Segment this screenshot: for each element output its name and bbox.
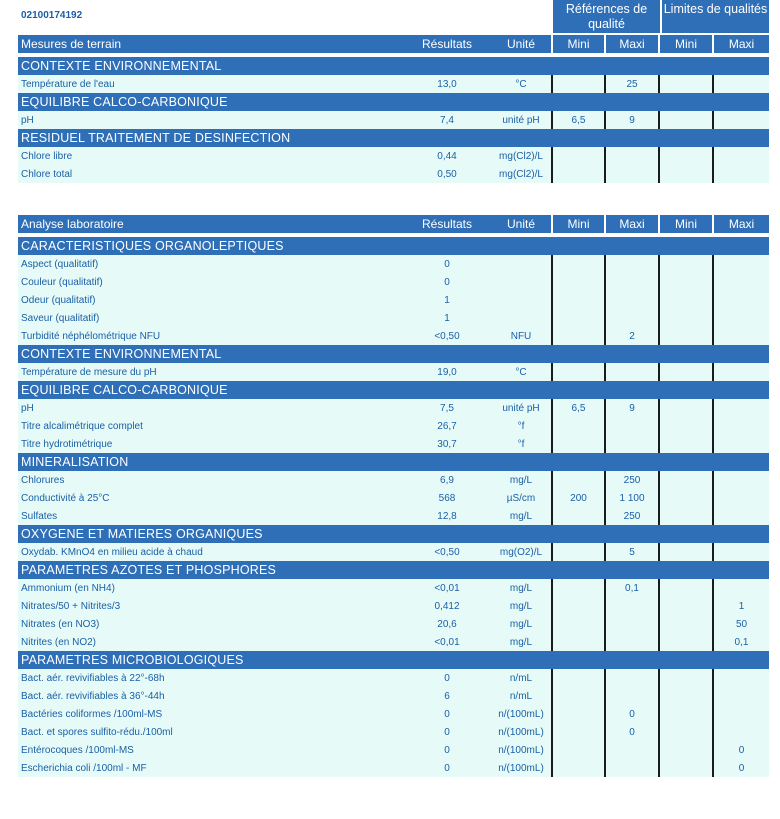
- param-label: Titre hydrotimétrique: [18, 435, 403, 453]
- lim-min-cell: [659, 489, 713, 507]
- param-label: Bact. aér. revivifiables à 22°-68h: [18, 669, 403, 687]
- param-label: Aspect (qualitatif): [18, 255, 403, 273]
- lim-min-cell: [659, 309, 713, 327]
- table-row: [18, 615, 769, 633]
- result-cell: 12,8: [403, 507, 491, 525]
- unit-cell: mg/L: [491, 597, 552, 615]
- param-label: Bactéries coliformes /100ml-MS: [18, 705, 403, 723]
- lim-min-cell: [659, 741, 713, 759]
- result-cell: 0: [403, 255, 491, 273]
- table-header-row: [18, 35, 769, 53]
- param-label: Escherichia coli /100ml - MF: [18, 759, 403, 777]
- param-label: Chlore total: [18, 165, 403, 183]
- ref-max-cell: [605, 741, 659, 759]
- result-cell: <0,01: [403, 579, 491, 597]
- ref-min-cell: [552, 255, 605, 273]
- table-row: [18, 543, 769, 561]
- ref-max-cell: [605, 147, 659, 165]
- lim-min-cell: [659, 147, 713, 165]
- result-cell: 0,44: [403, 147, 491, 165]
- references-qualite-header: Références de qualité: [553, 0, 660, 33]
- param-label: Oxydab. KMnO4 en milieu acide à chaud: [18, 543, 403, 561]
- result-cell: 0: [403, 273, 491, 291]
- table-row: [18, 759, 769, 777]
- ref-min-cell: [552, 309, 605, 327]
- unit-cell: mg/L: [491, 471, 552, 489]
- param-label: Couleur (qualitatif): [18, 273, 403, 291]
- unit-cell: mg(Cl2)/L: [491, 165, 552, 183]
- lim-min-cell: [659, 471, 713, 489]
- param-label: Bact. et spores sulfito-rédu./100ml: [18, 723, 403, 741]
- lim-min-cell: [659, 399, 713, 417]
- lim-max-cell: [713, 75, 769, 93]
- table-row: [18, 705, 769, 723]
- param-label: pH: [18, 399, 403, 417]
- lim-min-cell: [659, 435, 713, 453]
- table-row: [18, 579, 769, 597]
- result-cell: 1: [403, 291, 491, 309]
- lim-max-cell: [713, 579, 769, 597]
- header-ref-maxi: Maxi: [605, 35, 659, 53]
- lim-min-cell: [659, 615, 713, 633]
- ref-max-cell: [605, 363, 659, 381]
- result-cell: 0: [403, 741, 491, 759]
- lim-max-cell: [713, 255, 769, 273]
- result-cell: 20,6: [403, 615, 491, 633]
- table-row: [18, 111, 769, 129]
- ref-min-cell: 6,5: [552, 399, 605, 417]
- result-cell: 19,0: [403, 363, 491, 381]
- table-row: [18, 723, 769, 741]
- result-cell: 6: [403, 687, 491, 705]
- lim-max-cell: 50: [713, 615, 769, 633]
- ref-max-cell: 2: [605, 327, 659, 345]
- unit-cell: n/(100mL): [491, 723, 552, 741]
- lim-max-cell: [713, 417, 769, 435]
- result-cell: 1: [403, 309, 491, 327]
- lim-min-cell: [659, 597, 713, 615]
- ref-min-cell: [552, 75, 605, 93]
- table-row: [18, 363, 769, 381]
- lim-max-cell: [713, 705, 769, 723]
- unit-cell: mg(O2)/L: [491, 543, 552, 561]
- ref-min-cell: [552, 633, 605, 651]
- header-ref-mini: Mini: [552, 215, 605, 233]
- lim-min-cell: [659, 75, 713, 93]
- result-cell: 0: [403, 759, 491, 777]
- param-label: Chlorures: [18, 471, 403, 489]
- unit-cell: °C: [491, 75, 552, 93]
- lim-max-cell: [713, 723, 769, 741]
- lim-min-cell: [659, 255, 713, 273]
- lim-max-cell: [713, 399, 769, 417]
- ref-max-cell: 0: [605, 705, 659, 723]
- header-lim-maxi: Maxi: [713, 215, 769, 233]
- param-label: Ammonium (en NH4): [18, 579, 403, 597]
- header-lim-mini: Mini: [659, 215, 713, 233]
- result-cell: <0,01: [403, 633, 491, 651]
- lim-min-cell: [659, 579, 713, 597]
- ref-min-cell: [552, 597, 605, 615]
- ref-min-cell: [552, 687, 605, 705]
- lim-min-cell: [659, 759, 713, 777]
- lim-max-cell: [713, 471, 769, 489]
- section-header: CONTEXTE ENVIRONNEMENTAL: [18, 57, 769, 75]
- section-header: OXYGENE ET MATIERES ORGANIQUES: [18, 525, 769, 543]
- ref-min-cell: 200: [552, 489, 605, 507]
- ref-min-cell: [552, 273, 605, 291]
- ref-max-cell: 250: [605, 507, 659, 525]
- table-row: [18, 471, 769, 489]
- ref-max-cell: [605, 165, 659, 183]
- lim-min-cell: [659, 705, 713, 723]
- lim-min-cell: [659, 165, 713, 183]
- unit-cell: n/mL: [491, 687, 552, 705]
- section-header: CARACTERISTIQUES ORGANOLEPTIQUES: [18, 237, 769, 255]
- table-row: [18, 489, 769, 507]
- lim-max-cell: [713, 435, 769, 453]
- unit-cell: NFU: [491, 327, 552, 345]
- param-label: Titre alcalimétrique complet: [18, 417, 403, 435]
- result-cell: 7,5: [403, 399, 491, 417]
- lim-max-cell: [713, 489, 769, 507]
- ref-max-cell: [605, 273, 659, 291]
- table-row: [18, 147, 769, 165]
- lim-max-cell: [713, 309, 769, 327]
- table-row: [18, 633, 769, 651]
- unit-cell: n/(100mL): [491, 741, 552, 759]
- unit-cell: mg/L: [491, 633, 552, 651]
- header-ref-mini: Mini: [552, 35, 605, 53]
- ref-min-cell: [552, 417, 605, 435]
- unit-cell: unité pH: [491, 399, 552, 417]
- lim-max-cell: [713, 669, 769, 687]
- lim-min-cell: [659, 507, 713, 525]
- param-label: Entérocoques /100ml-MS: [18, 741, 403, 759]
- result-cell: <0,50: [403, 327, 491, 345]
- lim-max-cell: [713, 291, 769, 309]
- lim-max-cell: [713, 327, 769, 345]
- ref-max-cell: [605, 309, 659, 327]
- table-title: Analyse laboratoire: [18, 215, 403, 233]
- table-row: [18, 75, 769, 93]
- limites-qualites-header: Limites de qualités: [662, 0, 769, 33]
- result-cell: 30,7: [403, 435, 491, 453]
- section-header: CONTEXTE ENVIRONNEMENTAL: [18, 345, 769, 363]
- param-label: Conductivité à 25°C: [18, 489, 403, 507]
- unit-cell: mg/L: [491, 615, 552, 633]
- table-row: [18, 507, 769, 525]
- ref-min-cell: [552, 543, 605, 561]
- header-resultats: Résultats: [403, 215, 491, 233]
- lim-max-cell: [713, 363, 769, 381]
- ref-min-cell: [552, 165, 605, 183]
- ref-min-cell: [552, 705, 605, 723]
- lab-analysis-table: [18, 215, 769, 777]
- lim-min-cell: [659, 327, 713, 345]
- table-row: [18, 165, 769, 183]
- param-label: pH: [18, 111, 403, 129]
- result-cell: 13,0: [403, 75, 491, 93]
- table-row: [18, 273, 769, 291]
- lim-min-cell: [659, 363, 713, 381]
- lim-min-cell: [659, 291, 713, 309]
- unit-cell: n/(100mL): [491, 705, 552, 723]
- section-header: RESIDUEL TRAITEMENT DE DESINFECTION: [18, 129, 769, 147]
- header-unite: Unité: [491, 35, 552, 53]
- table-row: [18, 399, 769, 417]
- param-label: Bact. aér. revivifiables à 36°-44h: [18, 687, 403, 705]
- result-cell: 0: [403, 723, 491, 741]
- field-measurements-table: [18, 35, 769, 183]
- ref-max-cell: [605, 615, 659, 633]
- unit-cell: [491, 291, 552, 309]
- lim-max-cell: [713, 273, 769, 291]
- ref-max-cell: [605, 255, 659, 273]
- ref-min-cell: [552, 435, 605, 453]
- table-row: [18, 417, 769, 435]
- ref-max-cell: [605, 435, 659, 453]
- ref-max-cell: [605, 597, 659, 615]
- section-header: MINERALISATION: [18, 453, 769, 471]
- ref-min-cell: [552, 741, 605, 759]
- ref-max-cell: 1 100: [605, 489, 659, 507]
- header-resultats: Résultats: [403, 35, 491, 53]
- lim-min-cell: [659, 111, 713, 129]
- param-label: Nitrates/50 + Nitrites/3: [18, 597, 403, 615]
- unit-cell: mg/L: [491, 507, 552, 525]
- unit-cell: mg(Cl2)/L: [491, 147, 552, 165]
- section-header: EQUILIBRE CALCO-CARBONIQUE: [18, 381, 769, 399]
- param-label: Odeur (qualitatif): [18, 291, 403, 309]
- ref-min-cell: [552, 471, 605, 489]
- ref-max-cell: [605, 687, 659, 705]
- table-row: [18, 687, 769, 705]
- ref-max-cell: [605, 291, 659, 309]
- table-row: [18, 597, 769, 615]
- param-label: Chlore libre: [18, 147, 403, 165]
- lim-max-cell: [713, 543, 769, 561]
- unit-cell: [491, 273, 552, 291]
- table-title: Mesures de terrain: [18, 35, 403, 53]
- unit-cell: °f: [491, 417, 552, 435]
- unit-cell: mg/L: [491, 579, 552, 597]
- section-header: EQUILIBRE CALCO-CARBONIQUE: [18, 93, 769, 111]
- ref-max-cell: [605, 669, 659, 687]
- ref-max-cell: [605, 633, 659, 651]
- result-cell: 0: [403, 669, 491, 687]
- result-cell: 0: [403, 705, 491, 723]
- lim-max-cell: 1: [713, 597, 769, 615]
- param-label: Nitrites (en NO2): [18, 633, 403, 651]
- unit-cell: °f: [491, 435, 552, 453]
- ref-min-cell: [552, 291, 605, 309]
- result-cell: 7,4: [403, 111, 491, 129]
- ref-max-cell: 250: [605, 471, 659, 489]
- header-lim-maxi: Maxi: [713, 35, 769, 53]
- lim-min-cell: [659, 543, 713, 561]
- ref-min-cell: [552, 723, 605, 741]
- lim-min-cell: [659, 273, 713, 291]
- sample-code: 02100174192: [21, 10, 83, 21]
- unit-cell: n/(100mL): [491, 759, 552, 777]
- lim-max-cell: [713, 111, 769, 129]
- ref-max-cell: 9: [605, 111, 659, 129]
- ref-max-cell: 0: [605, 723, 659, 741]
- lim-min-cell: [659, 417, 713, 435]
- unit-cell: n/mL: [491, 669, 552, 687]
- ref-min-cell: [552, 759, 605, 777]
- ref-max-cell: [605, 759, 659, 777]
- unit-cell: [491, 309, 552, 327]
- lim-max-cell: [713, 165, 769, 183]
- param-label: Saveur (qualitatif): [18, 309, 403, 327]
- unit-cell: µS/cm: [491, 489, 552, 507]
- ref-min-cell: [552, 147, 605, 165]
- ref-min-cell: [552, 507, 605, 525]
- ref-min-cell: [552, 327, 605, 345]
- ref-max-cell: 5: [605, 543, 659, 561]
- unit-cell: unité pH: [491, 111, 552, 129]
- section-header: PARAMETRES AZOTES ET PHOSPHORES: [18, 561, 769, 579]
- result-cell: 6,9: [403, 471, 491, 489]
- ref-max-cell: 9: [605, 399, 659, 417]
- result-cell: 0,412: [403, 597, 491, 615]
- lim-max-cell: 0: [713, 759, 769, 777]
- table-row: [18, 255, 769, 273]
- param-label: Nitrates (en NO3): [18, 615, 403, 633]
- ref-min-cell: [552, 363, 605, 381]
- table-row: [18, 291, 769, 309]
- header-lim-mini: Mini: [659, 35, 713, 53]
- lim-max-cell: 0,1: [713, 633, 769, 651]
- lim-max-cell: [713, 147, 769, 165]
- table-row: [18, 669, 769, 687]
- table-row: [18, 435, 769, 453]
- unit-cell: °C: [491, 363, 552, 381]
- unit-cell: [491, 255, 552, 273]
- param-label: Température de l'eau: [18, 75, 403, 93]
- param-label: Température de mesure du pH: [18, 363, 403, 381]
- ref-min-cell: 6,5: [552, 111, 605, 129]
- result-cell: 0,50: [403, 165, 491, 183]
- lim-max-cell: [713, 687, 769, 705]
- table-row: [18, 741, 769, 759]
- ref-min-cell: [552, 579, 605, 597]
- param-label: Turbidité néphélométrique NFU: [18, 327, 403, 345]
- param-label: Sulfates: [18, 507, 403, 525]
- table-row: [18, 327, 769, 345]
- lim-min-cell: [659, 633, 713, 651]
- ref-max-cell: [605, 417, 659, 435]
- lim-max-cell: [713, 507, 769, 525]
- header-ref-maxi: Maxi: [605, 215, 659, 233]
- lim-min-cell: [659, 723, 713, 741]
- lim-max-cell: 0: [713, 741, 769, 759]
- lim-min-cell: [659, 669, 713, 687]
- section-header: PARAMETRES MICROBIOLOGIQUES: [18, 651, 769, 669]
- result-cell: <0,50: [403, 543, 491, 561]
- result-cell: 568: [403, 489, 491, 507]
- header-unite: Unité: [491, 215, 552, 233]
- table-header-row: [18, 215, 769, 233]
- ref-min-cell: [552, 615, 605, 633]
- lim-min-cell: [659, 687, 713, 705]
- result-cell: 26,7: [403, 417, 491, 435]
- ref-max-cell: 0,1: [605, 579, 659, 597]
- ref-min-cell: [552, 669, 605, 687]
- ref-max-cell: 25: [605, 75, 659, 93]
- table-row: [18, 309, 769, 327]
